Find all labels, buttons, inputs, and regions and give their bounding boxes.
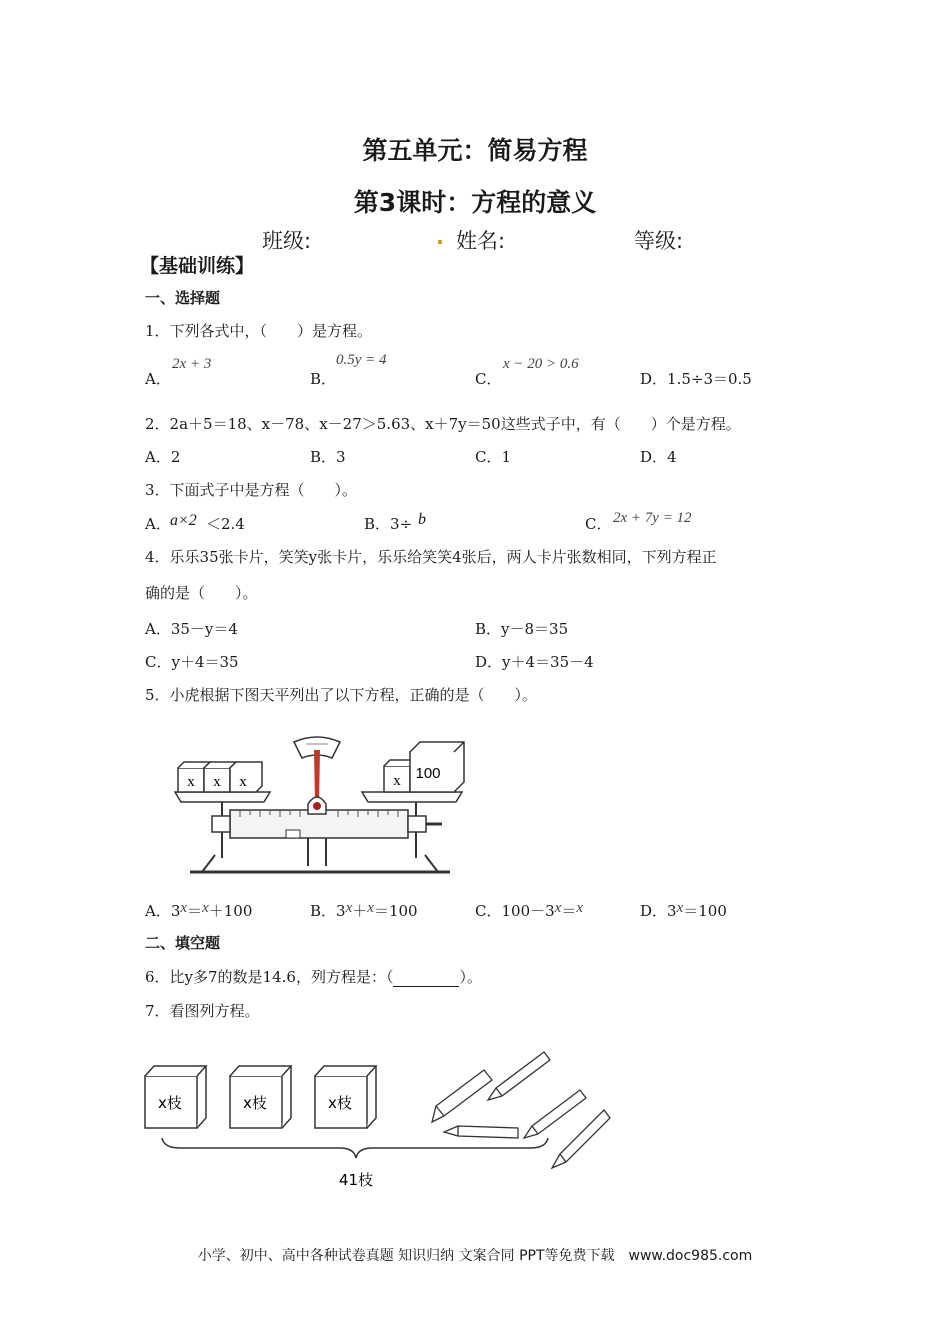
page-footer: 小学、初中、高中各种试卷真题 知识归纳 文案合同 PPT等免费下载 www.doc985.com — [197, 1248, 753, 1264]
left-box-label-1: x — [187, 774, 195, 790]
q2-option-c: C．1 — [475, 448, 512, 466]
separator-dot: . — [436, 225, 444, 249]
right-big-box-label: 100 — [415, 765, 441, 782]
part-choice-heading: 一、选择题 — [145, 289, 221, 307]
q4-option-a: A．35－y＝4 — [145, 620, 238, 638]
page-subtitle: 第3课时：方程的意义 — [353, 188, 597, 217]
section-basic-training: 【基础训练】 — [140, 255, 255, 277]
q3-option-c-math: 2x + 7y = 12 — [613, 510, 692, 526]
q4-stem-line2: 确的是（ ）。 — [145, 584, 258, 602]
q3-option-a-label: A． — [145, 515, 171, 533]
left-box-label-3: x — [239, 774, 247, 790]
q6-answer-blank[interactable] — [393, 968, 459, 987]
q3-stem: 3．下面式子中是方程（ ）。 — [145, 481, 358, 499]
q4-option-d: D．y＋4＝35－4 — [475, 653, 594, 671]
name-label: 姓名: — [456, 229, 506, 253]
q5-option-c: C．100－3x＝x — [475, 900, 584, 920]
box-label-3: x枝 — [328, 1094, 352, 1112]
q4-option-c: C．y＋4＝35 — [145, 653, 239, 671]
q2-option-d: D．4 — [640, 448, 677, 466]
q2-option-a: A．2 — [145, 448, 181, 466]
q4-stem-line1: 4．乐乐35张卡片，笑笑y张卡片，乐乐给笑笑4张后，两人卡片张数相同，下列方程正 — [145, 548, 717, 566]
q1-option-d: D．1.5÷3＝0.5 — [640, 370, 752, 388]
q1-option-b-math: 0.5y = 4 — [336, 352, 387, 368]
box-label-2: x枝 — [243, 1094, 267, 1112]
q4-option-b: B．y－8＝35 — [475, 620, 569, 638]
q5-option-d: D．3x＝100 — [640, 900, 727, 920]
balance-scale-figure — [170, 730, 470, 880]
q1-option-c-label: C． — [475, 370, 502, 388]
q3-option-a-math: a×2 — [170, 512, 197, 529]
q1-option-b-label: B． — [310, 370, 337, 388]
right-small-box-label: x — [393, 773, 401, 789]
q1-option-c-math: x − 20 > 0.6 — [503, 356, 579, 372]
left-box-label-2: x — [213, 774, 221, 790]
q7-stem: 7．看图列方程。 — [145, 1002, 260, 1020]
q1-stem: 1．下列各式中，（ ）是方程。 — [145, 322, 373, 340]
pencil-boxes-figure — [140, 1040, 620, 1200]
q3-option-b-math: b — [418, 511, 426, 528]
box-label-1: x枝 — [158, 1094, 182, 1112]
q6-stem: 6．比y多7的数是14.6，列方程是：（ ）。 — [145, 968, 482, 986]
q2-stem: 2．2a＋5＝18、x－78、x－27＞5.63、x＋7y＝50这些式子中，有（ ）个是方程。 — [145, 415, 741, 433]
q1-option-a-label: A． — [145, 370, 171, 388]
q5-option-b: B．3x＋x＝100 — [310, 900, 418, 920]
total-label: 41枝 — [338, 1171, 374, 1189]
part-fill-heading: 二、填空题 — [145, 934, 221, 952]
q3-option-a-rest: ＜2.4 — [206, 515, 245, 533]
q5-option-a: A．3x＝x＋100 — [145, 900, 253, 920]
q5-stem: 5．小虎根据下图天平列出了以下方程，正确的是（ ）。 — [145, 686, 538, 704]
q3-option-b-label: B．3÷ — [364, 515, 413, 533]
q3-option-c-label: C． — [585, 515, 612, 533]
grade-label: 等级: — [634, 229, 684, 253]
q2-option-b: B．3 — [310, 448, 346, 466]
q1-option-a-math: 2x + 3 — [172, 356, 212, 372]
class-label: 班级: — [262, 229, 312, 253]
page-title: 第五单元：简易方程 — [362, 136, 588, 165]
